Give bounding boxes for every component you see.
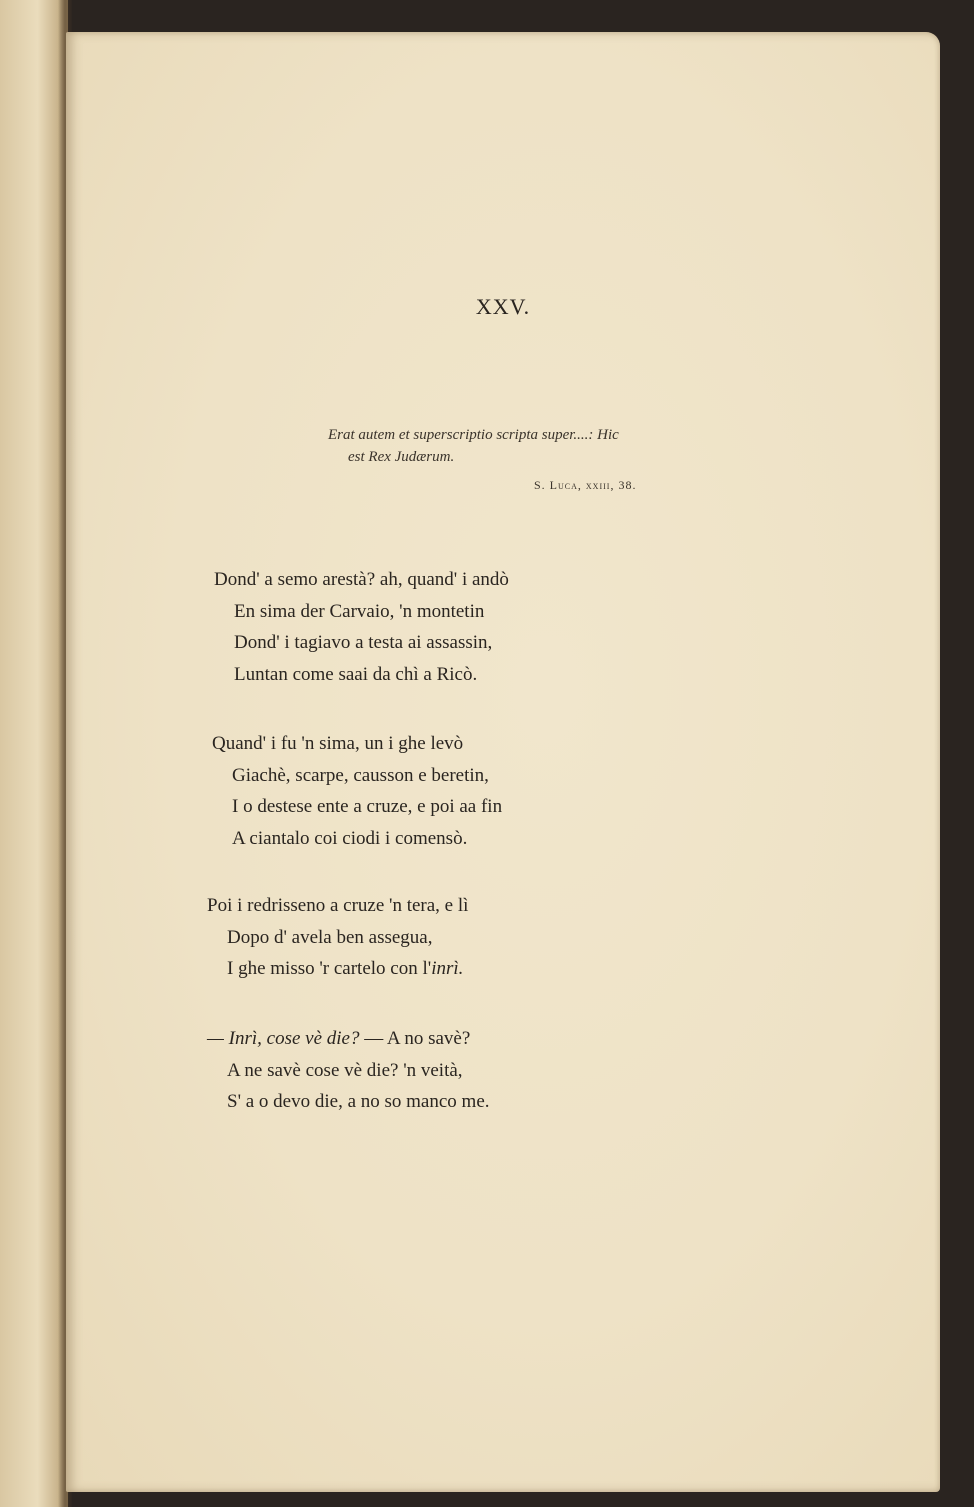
poem-number-heading: XXV. — [475, 294, 531, 319]
verse-line: Quand' i fu 'n sima, un i ghe levò — [212, 733, 464, 754]
verse-line: Dond' i tagiavo a testa ai assassin, — [234, 632, 493, 653]
verse-line: A ciantalo coi ciodi i comensò. — [232, 827, 468, 849]
verse-line: Poi i redrisseno a cruze 'n tera, e lì — [207, 895, 469, 916]
dialogue-reply: — A no savè? — [359, 1028, 471, 1049]
verse-line: Luntan come saai da chì a Ricò. — [234, 663, 478, 685]
verse-line: Giachè, scarpe, causson e beretin, — [232, 764, 489, 786]
stanza-2 — [212, 728, 502, 854]
verse-line — [207, 1023, 490, 1055]
dialogue-italic: — Inrì, cose vè die? — [207, 1028, 360, 1049]
verse-line: A ne savè cose vè die? 'n veità, — [227, 1059, 463, 1081]
epigraph — [328, 424, 748, 468]
verse-line: I o destese ente a cruze, e poi aa fin — [232, 796, 503, 817]
verse-line — [207, 953, 468, 985]
verse-line: S' a o devo die, a no so manco me. — [227, 1091, 490, 1112]
verse-line-text: I ghe misso 'r cartelo con l' — [227, 958, 432, 979]
stanza-4 — [207, 1023, 490, 1118]
stanza-3 — [207, 890, 468, 985]
epigraph-line: est Rex Judærum. — [348, 449, 455, 465]
verse-line: Dopo d' avela ben assegua, — [227, 926, 433, 948]
verse-line: Dond' a semo arestà? ah, quand' i andò — [214, 569, 509, 590]
stanza-1 — [214, 564, 509, 690]
right-page — [66, 32, 940, 1492]
epigraph-line: Erat autem et superscriptio scripta super....: Hic — [328, 427, 619, 443]
verse-line: En sima der Carvaio, 'n montetin — [234, 600, 485, 622]
epigraph-citation: S. Luca, xxiii, 38. — [534, 478, 637, 492]
inri-word: inrì. — [431, 958, 464, 979]
